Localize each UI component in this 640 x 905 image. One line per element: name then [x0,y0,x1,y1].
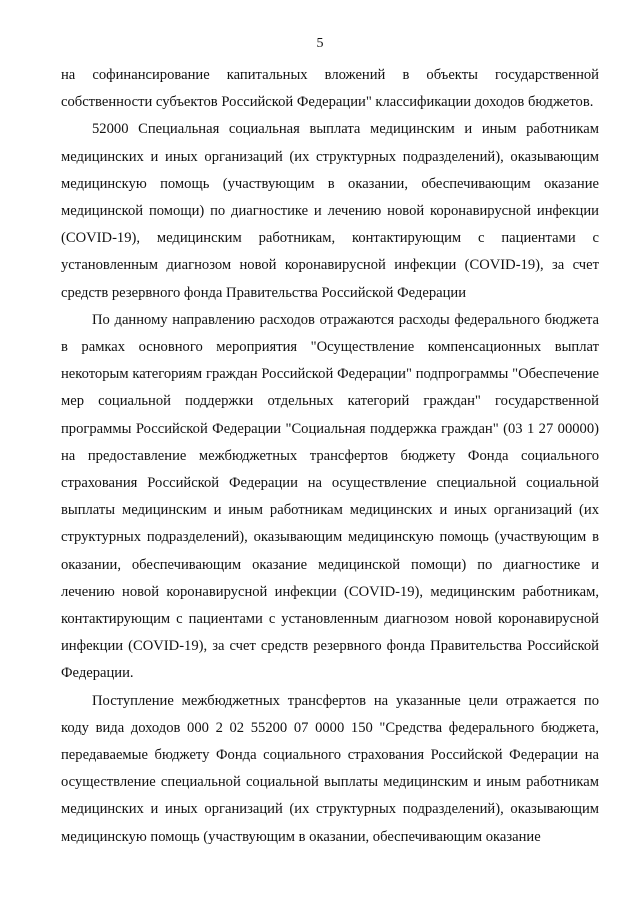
page-number: 5 [316,36,324,51]
paragraph-expenses-description: По данному направлению расходов отражаются расходы федерального бюджета в рамках основного мероприятия "Осуществление компенсационных выплат некоторым категориям граждан Российской Федерации" подпрограммы "Обеспечение мер социальной поддержки отдельных категорий граждан" государственной программы Российской Федерации "Социальная поддержка граждан" (03 1 27 00000) на предоставление межбюджетных трансфертов бюджету Фонда социального страхования Российской Федерации на осуществление специальной социальной выплаты медицинским и иным работникам медицинских и иных организаций (их структурных подразделений), оказывающим медицинскую помощь (участвующим в оказании, обеспечивающим оказание медицинской помощи) по диагностике и лечению новой коронавирусной инфекции (COVID-19), медицинским работникам, контактирующим с пациентами с установленным диагнозом новой коронавирусной инфекции (COVID-19), за счет средств резервного фонда Правительства Российской Федерации. [61,311,599,682]
paragraph-code-52000: 52000 Специальная социальная выплата медицинским и иным работникам медицинских и иных организаций (их структурных подразделений), оказывающим медицинскую помощь (участвующим в оказании, обеспечивающим оказание медицинской помощи) по диагностике и лечению новой коронавирусной инфекции (COVID-19), медицинским работникам, контактирующим с пациентами с установленным диагнозом новой коронавирусной инфекции (COVID-19), за счет средств резервного фонда Правительства Российской Федерации [61,121,599,301]
document-body [61,62,599,851]
paragraph-revenue-code: Поступление межбюджетных трансфертов на указанные цели отражается по коду вида доходов 000 2 02 55200 07 0000 150 "Средства федерального бюджета, передаваемые бюджету Фонда социального страхования Российской Федерации на осуществление специальной социальной выплаты медицинским и иным работникам медицинских и иных организаций (их структурных подразделений), оказывающим медицинскую помощь (участвующим в оказании, обеспечивающим оказание [61,692,599,845]
paragraph-continuation: на софинансирование капитальных вложений в объекты государственной собственности субъектов Российской Федерации" классификации доходов бюджетов. [61,67,599,111]
